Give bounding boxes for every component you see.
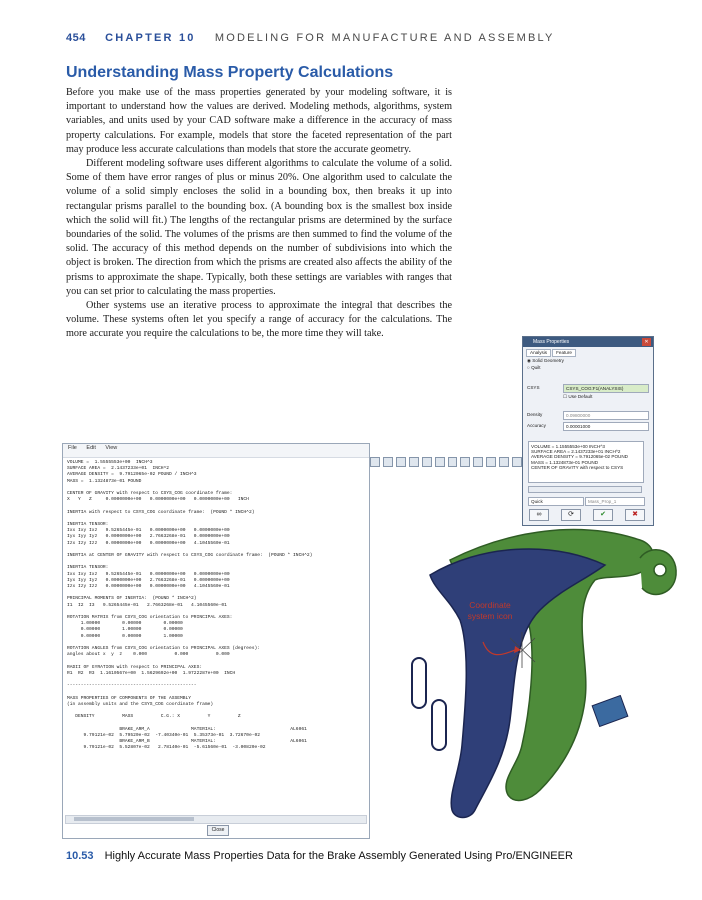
result-line: AVERAGE DENSITY = 9.7912065e-02 POUND	[531, 454, 628, 460]
hole	[654, 564, 666, 576]
menu-view[interactable]: View	[105, 445, 118, 451]
report-menubar	[63, 444, 369, 458]
radio-solid-geometry[interactable]: ◉ Solid Geometry	[527, 358, 564, 363]
dialog-title: Mass Properties	[533, 339, 570, 345]
radio-solid-label: Solid Geometry	[532, 358, 564, 363]
tab-analysis[interactable]: Analysis	[526, 349, 551, 357]
toolbar-tool-icon[interactable]	[396, 457, 406, 467]
caption-text: Highly Accurate Mass Properties Data for the Brake Assembly Generated Using Pro/ENGINEER	[104, 850, 573, 862]
toolbar-tool-icon[interactable]	[422, 457, 432, 467]
cancel-icon[interactable]: ✖	[625, 509, 645, 521]
close-button[interactable]: Close	[207, 825, 229, 836]
result-line: SURFACE AREA = 2.1437233e+01 INCH^2	[531, 449, 621, 455]
toolbar-tool-icon[interactable]	[486, 457, 496, 467]
report-text: VOLUME = 1.5555553e+00 INCH^3 SURFACE AREA = 2.1437233e+01 INCH^2 AVERAGE DENSITY = 9.7912065e-02 POUND / INCH^3 MASS = 1.1324873e-01 POUND CENTER OF GRAVITY with respect to CSYS_COG coordinate frame: X Y Z 0.0000000e+00 0.0000000e+00 0.0000000e+00 INCH INERTIA with respect to CSYS_COG coordinate frame: (POUND * INCH^2) INERTIA TENSOR: Ixx Ixy Ixz 9.5265445e-01 0.0000000e+00 0.0000000e+00 Iyx Iyy Iyz 0.0000000e+00 2.7663268e-01 0.0000000e+00 Izx Izy Izz 0.0000000e+00 0.0000000e+00 4.1045560e-01 INERTIA at CENTER OF GRAVITY with respect to CSYS_COG coordinate frame: (POUND * INCH^2) INERTIA TENSOR: Ixx Ixy Ixz 9.5265445e-01 0.0000000e+00 0.0000000e+00 Iyx Iyy Iyz 0.0000000e+00 2.7663268e-01 0.0000000e+00 Izx Izy Izz 0.0000000e+00 0.0000000e+00 4.1045560e-01 PRINCIPAL MOMENTS OF INERTIA: (POUND * INCH^2) I1 I2 I3 9.5265445e-01 2.7663268e-01 4.1045560e-01 ROTATION MATRIX from CSYS_COG orientation to PRINCIPAL AXES: 1.00000 0.00000 0.00000 0.00000 1.00000 0.00000 0.00000 0.00000 1.00000 ROTATION ANGLES from CSYS_COG orientation to PRINCIPAL AXES (degrees): angles about x y z 0.000 0.000 0.000 RADII OF GYRATION with respect to PRINCIPAL AXES: R1 R2 R3 1.1610567e+00 1.5629692e+00 1.9722287e+00 INCH ----------------------------------------------- MASS PROPERTIES OF COMPONENTS OF THE ASSEMBLY (in assembly units and the CSYS_COG coordinate frame) DENSITY MASS C.G.: X Y Z BRAKE_ARM_A MATERIAL: AL6061 9.79121e-02 5.79520e-02 -7.40340e-01 5.35373e-01 3.72670e-02 BRAKE_ARM_B MATERIAL: AL6061 9.79121e-02 5.52807e-02 2.78140e-01 -5.61560e-01 -3.00820e-02	[67, 460, 313, 751]
radio-quilt[interactable]: ○ Quilt	[527, 365, 541, 370]
graphics-toolbar	[370, 455, 522, 469]
check-icon[interactable]: ✔	[593, 509, 613, 521]
analysis-name-field[interactable]: Mass_Prop_1	[585, 497, 645, 506]
toolbar-tool-icon[interactable]	[370, 457, 380, 467]
repeat-icon[interactable]: ⟳	[561, 509, 581, 521]
toolbar-tool-icon[interactable]	[512, 457, 522, 467]
page-number: 454	[66, 32, 86, 44]
toolbar-tool-icon[interactable]	[409, 457, 419, 467]
slot-cutout	[432, 700, 446, 750]
paragraph-3: Other systems use an iterative process to approximate the integral that describes the volume. These systems often let you specify a range of accuracy for the calculations. The more accurate you require the calculations to be, the more time they will take.	[66, 300, 452, 340]
radio-quilt-label: Quilt	[531, 365, 541, 370]
toolbar-tool-icon[interactable]	[460, 457, 470, 467]
menu-edit[interactable]: Edit	[86, 445, 96, 451]
brake-arm-part-image	[390, 520, 702, 842]
toolbar-tool-icon[interactable]	[383, 457, 393, 467]
dialog-tabs	[523, 347, 653, 357]
paragraph-2: Different modeling software uses different algorithms to calculate the volume of a solid. Some of them have error ranges of plus or minus 20%. One algorithm used to calculate the volume of a solid simply encloses the solid in a bounding box, then breaks it up into rectangular prisms parallel to the bounding box. (A bounding box is the smallest box inside which the solid will fit.) The lengths of the rectangular prisms are determined by the surface boundaries of the solid. The volumes of the prisms are then summed to find the volume of the solid. The accuracy of this method depends on the number of subdivisions into which the object is broken. The direction from which the prisms are created also affects the ability of the prisms to approximate the shape. Typically, both these settings are variables with ranges that you can set prior to calculating the mass properties.	[66, 158, 452, 297]
toolbar-tool-icon[interactable]	[448, 457, 458, 467]
paragraph-1: Before you make use of the mass properties generated by your modeling software, it is important to understand how the values are derived. Modeling methods, algorithms, system variables, and units used by your CAD software make a difference in the accuracy of mass property calculations. For example, models that store the faceted representation of the part may produce less accurate calculations than models that store the accurate geometry.	[66, 87, 452, 155]
mode-select[interactable]: Quick	[528, 497, 584, 506]
boss-block	[592, 696, 628, 727]
glasses-icon[interactable]: ∞	[529, 509, 549, 521]
chapter-title: MODELING FOR MANUFACTURE AND ASSEMBLY	[214, 32, 555, 44]
tab-feature[interactable]: Feature	[552, 349, 576, 357]
mass-properties-report-window	[62, 443, 370, 839]
use-default-checkbox[interactable]: ☐ Use Default	[563, 394, 593, 399]
callout-label: Coordinate system icon	[467, 600, 513, 621]
density-label: Density	[527, 412, 543, 417]
toolbar-tool-icon[interactable]	[499, 457, 509, 467]
toolbar-tool-icon[interactable]	[473, 457, 483, 467]
chapter-label: CHAPTER 10	[105, 32, 196, 44]
mass-properties-dialog	[522, 336, 654, 526]
section-title: Understanding Mass Property Calculations	[66, 64, 394, 81]
use-default-label: Use Default	[568, 394, 593, 399]
density-field[interactable]: 0.09800000	[563, 411, 649, 420]
dialog-results	[528, 441, 644, 483]
result-line: CENTER OF GRAVITY with respect to CSYS	[531, 464, 624, 470]
body-text	[66, 86, 452, 342]
slot-cutout	[412, 658, 426, 708]
figure-caption	[66, 850, 573, 862]
result-line: MASS = 1.1324873e-01 POUND	[531, 459, 599, 465]
csys-label: CSYS	[527, 385, 540, 390]
caption-number: 10.53	[66, 850, 94, 862]
result-line: VOLUME = 1.1555553e+00 INCH^3	[531, 444, 605, 449]
close-icon[interactable]: ✕	[642, 338, 651, 346]
scrollbar-thumb[interactable]	[74, 817, 194, 821]
dialog-titlebar	[523, 337, 653, 347]
toolbar-tool-icon[interactable]	[435, 457, 445, 467]
accuracy-label: Accuracy	[527, 423, 546, 428]
horizontal-scrollbar[interactable]	[65, 815, 367, 824]
csys-field[interactable]: CSYS_COG:F1(ANALYSIS)	[563, 384, 649, 393]
menu-file[interactable]: File	[68, 445, 77, 451]
results-scrollbar[interactable]	[528, 486, 642, 493]
running-header	[66, 32, 555, 44]
accuracy-field[interactable]: 0.00001000	[563, 422, 649, 431]
